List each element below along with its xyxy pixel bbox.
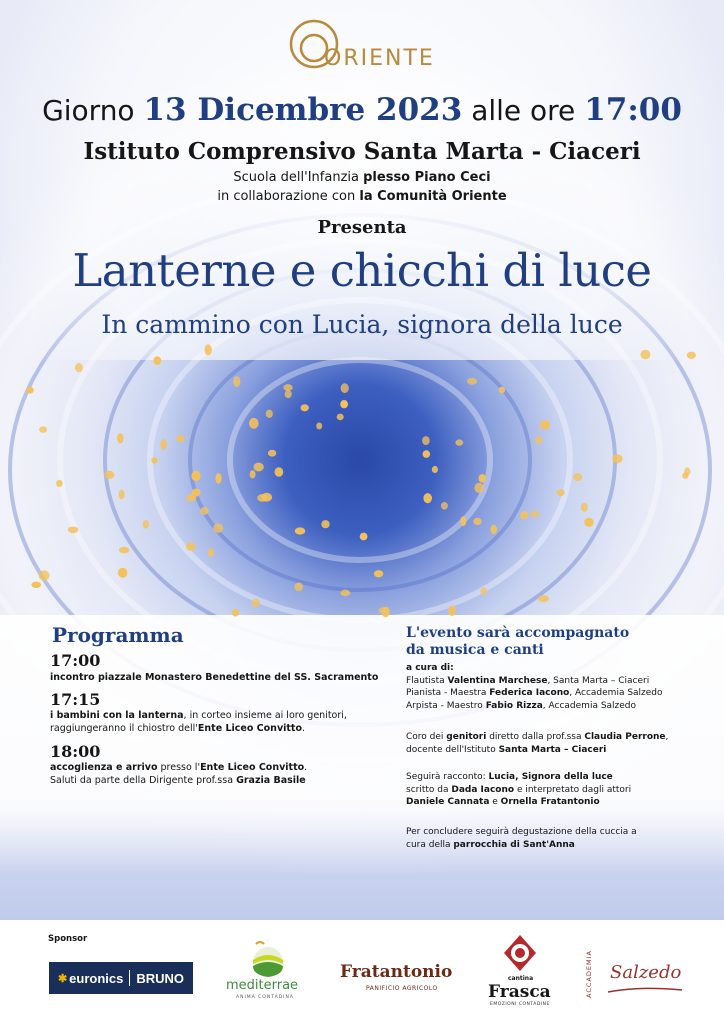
presenta-label: Presenta xyxy=(317,217,407,238)
light-speck xyxy=(253,463,263,472)
frasca-prefix: cantina xyxy=(508,975,534,982)
school-line: Scuola dell'Infanzia plesso Piano Ceci xyxy=(233,170,491,185)
light-speck xyxy=(423,450,431,458)
fratantonio-tagline: PANIFICIO AGRICOLO xyxy=(366,985,438,992)
light-speck xyxy=(480,587,487,595)
light-speck xyxy=(422,436,430,445)
light-speck xyxy=(360,533,368,541)
sponsor-label: Sponsor xyxy=(48,934,88,944)
light-speck xyxy=(186,542,196,550)
light-speck xyxy=(251,599,260,608)
light-speck xyxy=(341,383,349,393)
light-speck xyxy=(460,516,466,526)
salzedo-logo: Salzedo xyxy=(610,962,682,983)
event-time: 17:00 xyxy=(584,92,682,128)
event-music-heading: L'evento sarà accompagnato da musica e canti xyxy=(406,625,630,658)
light-speck xyxy=(382,607,390,618)
time-prefix: alle ore xyxy=(471,94,576,127)
program-time-1: 17:00 xyxy=(50,651,101,670)
light-speck xyxy=(612,454,622,463)
salzedo-accademia: ACCADEMIA xyxy=(585,950,593,998)
light-speck xyxy=(213,523,223,532)
light-speck xyxy=(268,450,276,457)
light-speck xyxy=(295,527,306,534)
light-speck xyxy=(56,480,63,487)
light-speck xyxy=(499,387,505,394)
program-text-3: accoglienza e arrivo presso l'Ente Liceo Convitto. Saluti da parte della Dirigente prof.ssa Grazia Basile xyxy=(50,762,308,786)
light-speck xyxy=(191,471,200,481)
light-speck xyxy=(540,420,550,429)
light-speck xyxy=(340,590,350,597)
program-time-2: 17:15 xyxy=(50,690,101,709)
light-speck xyxy=(186,494,196,501)
frasca-emblem-icon xyxy=(500,933,540,973)
date-prefix: Giorno xyxy=(42,94,135,127)
light-speck xyxy=(467,378,477,385)
light-speck xyxy=(104,471,114,479)
light-speck xyxy=(285,390,292,398)
light-speck xyxy=(118,568,128,578)
light-speck xyxy=(283,384,292,391)
light-speck xyxy=(640,350,650,360)
program-time-3: 18:00 xyxy=(50,742,101,761)
light-speck xyxy=(337,414,344,421)
light-speck xyxy=(584,518,593,527)
light-speck xyxy=(340,400,348,408)
light-speck xyxy=(151,457,157,463)
event-date-line xyxy=(0,92,724,128)
light-speck xyxy=(294,582,303,591)
light-speck xyxy=(479,474,487,483)
frasca-tagline: EMOZIONI CONTADINE xyxy=(490,1002,550,1007)
light-speck xyxy=(257,494,267,502)
light-speck xyxy=(374,570,383,577)
light-speck xyxy=(581,503,588,512)
light-speck xyxy=(119,547,129,554)
light-speck xyxy=(143,520,149,529)
light-speck xyxy=(205,344,212,355)
light-speck xyxy=(432,466,438,473)
mediterrae-tagline: ANIMA CONTADINA xyxy=(236,995,294,1000)
light-speck xyxy=(26,387,33,394)
light-speck xyxy=(448,606,456,616)
light-speck xyxy=(117,433,124,443)
choir-block: Coro dei genitori diretto dalla prof.ssa Claudia Perrone, docente dell'Istituto Santa Marta – Ciaceri xyxy=(406,732,669,755)
light-speck xyxy=(249,418,259,429)
institute-name: Istituto Comprensivo Santa Marta - Ciaceri xyxy=(83,138,641,165)
light-speck xyxy=(520,511,528,520)
light-speck xyxy=(232,609,239,617)
light-speck xyxy=(250,470,256,478)
mediterrae-logo: mediterrae xyxy=(226,978,299,993)
light-speck xyxy=(321,520,329,528)
mediterrae-emblem-icon xyxy=(244,938,292,978)
star-icon: ✱ xyxy=(57,972,68,985)
musicians-block: a cura di: Flautista Valentina Marchese, Santa Marta – Ciaceri Pianista - Maestra Federica Iacono, Accademia Salzedo Arpista - Maestro Fabio Rizza, Accademia Salzedo xyxy=(406,663,663,711)
light-speck xyxy=(215,473,221,484)
euronics-logo: ✱ euronics BRUNO xyxy=(49,962,193,994)
light-speck xyxy=(177,435,185,442)
light-speck xyxy=(119,490,125,500)
light-speck xyxy=(68,527,79,534)
light-speck xyxy=(557,489,565,496)
light-speck xyxy=(682,472,688,478)
frasca-logo: Frasca xyxy=(488,982,551,1002)
light-speck xyxy=(161,439,167,450)
light-speck xyxy=(316,423,322,430)
light-speck xyxy=(208,549,214,557)
light-speck xyxy=(491,525,498,535)
light-speck xyxy=(266,410,273,418)
light-speck xyxy=(687,352,696,359)
program-text-2: i bambini con la lanterna, in corteo insieme ai loro genitori, raggiungeranno il chiostro dell'Ente Liceo Convitto. xyxy=(50,710,347,734)
event-title: Lanterne e chicchi di luce xyxy=(72,244,652,297)
light-speck xyxy=(39,426,47,432)
light-speck xyxy=(441,502,448,510)
light-speck xyxy=(200,507,209,515)
light-speck xyxy=(153,356,161,365)
program-text-1: incontro piazzale Monastero Benedettine del SS. Sacramento xyxy=(50,672,379,683)
light-speck xyxy=(474,483,484,493)
light-speck xyxy=(75,363,83,372)
programma-heading: Programma xyxy=(52,623,184,647)
light-speck xyxy=(573,473,582,481)
light-speck xyxy=(423,493,432,503)
light-speck xyxy=(39,570,50,580)
event-subtitle: In cammino con Lucia, signora della luce xyxy=(101,310,623,339)
light-speck xyxy=(301,404,309,411)
fratantonio-logo: Fratantonio xyxy=(340,962,453,982)
collaboration-line: in collaborazione con la Comunità Oriente xyxy=(217,189,507,204)
light-speck xyxy=(473,518,481,525)
light-speck xyxy=(535,436,543,444)
light-speck xyxy=(275,467,284,477)
light-speck xyxy=(455,439,463,445)
salzedo-underline-icon xyxy=(606,984,686,998)
logo-text: ORIENTE xyxy=(324,46,435,71)
closing-block: Per concludere seguirà degustazione della cuccia a cura della parrocchia di Sant'Anna xyxy=(406,827,637,850)
oriente-logo xyxy=(286,16,446,72)
light-speck xyxy=(31,582,41,588)
story-block: Seguirà racconto: Lucia, Signora della luce scritto da Dada Iacono e interpretato dagli attori Daniele Cannata e Ornella Fratantonio xyxy=(406,772,632,807)
event-date: 13 Dicembre 2023 xyxy=(143,92,463,128)
light-speck xyxy=(531,511,539,517)
light-speck xyxy=(233,376,240,387)
light-speck xyxy=(538,595,549,602)
